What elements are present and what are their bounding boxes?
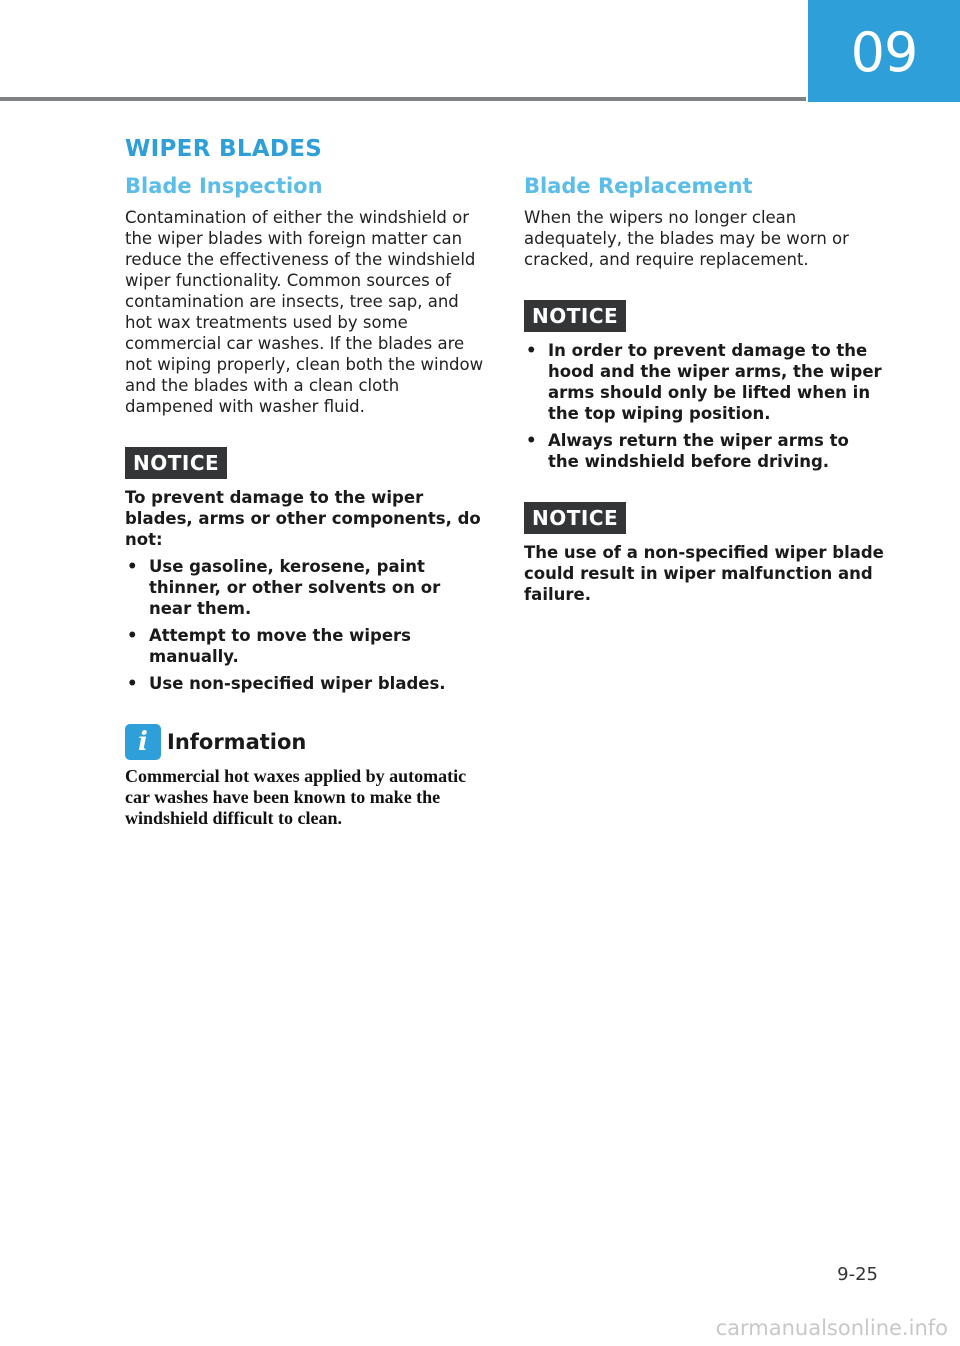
blade-inspection-text: Contamination of either the windshield or the wiper blades with foreign matter can reduce the effectiveness of the windshield wiper functionality. Common sources of contamination are insects, tree sap, and hot wax treatments used by some commercial car washes. If the blades are not wiping properly, clean both the window and the blades with a clean cloth dampened with washer fluid. bbox=[125, 208, 484, 416]
section-title: WIPER BLADES bbox=[125, 136, 323, 162]
list-item: • Attempt to move the wipers manually. bbox=[127, 626, 411, 666]
notice-badge: NOTICE bbox=[524, 502, 626, 534]
blade-replacement-text: When the wipers no longer clean adequately, the blades may be worn or cracked, and require replacement. bbox=[524, 208, 849, 269]
chapter-tab: 09 bbox=[808, 0, 960, 102]
blade-replacement-heading: Blade Replacement bbox=[524, 174, 753, 198]
notice-list bbox=[524, 340, 884, 472]
info-icon: i bbox=[125, 724, 161, 760]
watermark: carmanualsonline.info bbox=[715, 1316, 948, 1340]
page-number: 9-25 bbox=[837, 1264, 878, 1285]
information-title: Information bbox=[167, 730, 307, 754]
list-item: • Use non-specified wiper blades. bbox=[127, 674, 446, 693]
list-item: • In order to prevent damage to the hood and the wiper arms, the wiper arms should only be lifted when in the top wiping position. bbox=[526, 341, 882, 423]
blade-inspection-heading: Blade Inspection bbox=[125, 174, 323, 198]
bullet-icon: • bbox=[526, 341, 537, 360]
header-rule bbox=[0, 97, 806, 101]
right-column bbox=[524, 172, 884, 611]
notice-badge: NOTICE bbox=[524, 300, 626, 332]
information-header bbox=[125, 724, 485, 760]
notice-list bbox=[125, 556, 485, 694]
bullet-icon: • bbox=[526, 431, 537, 450]
bullet-icon: • bbox=[127, 626, 138, 645]
notice-text: The use of a non-specified wiper blade could result in wiper malfunction and failure. bbox=[524, 543, 884, 604]
notice-badge: NOTICE bbox=[125, 447, 227, 479]
left-column bbox=[125, 172, 485, 829]
bullet-icon: • bbox=[127, 557, 138, 576]
bullet-icon: • bbox=[127, 674, 138, 693]
notice-lead-text: To prevent damage to the wiper blades, arms or other components, do not: bbox=[125, 488, 481, 549]
information-text: Commercial hot waxes applied by automatic car washes have been known to make the windshield difficult to clean. bbox=[125, 766, 467, 828]
list-item: • Use gasoline, kerosene, paint thinner, or other solvents on or near them. bbox=[127, 557, 441, 618]
list-item: • Always return the wiper arms to the windshield before driving. bbox=[526, 431, 849, 471]
